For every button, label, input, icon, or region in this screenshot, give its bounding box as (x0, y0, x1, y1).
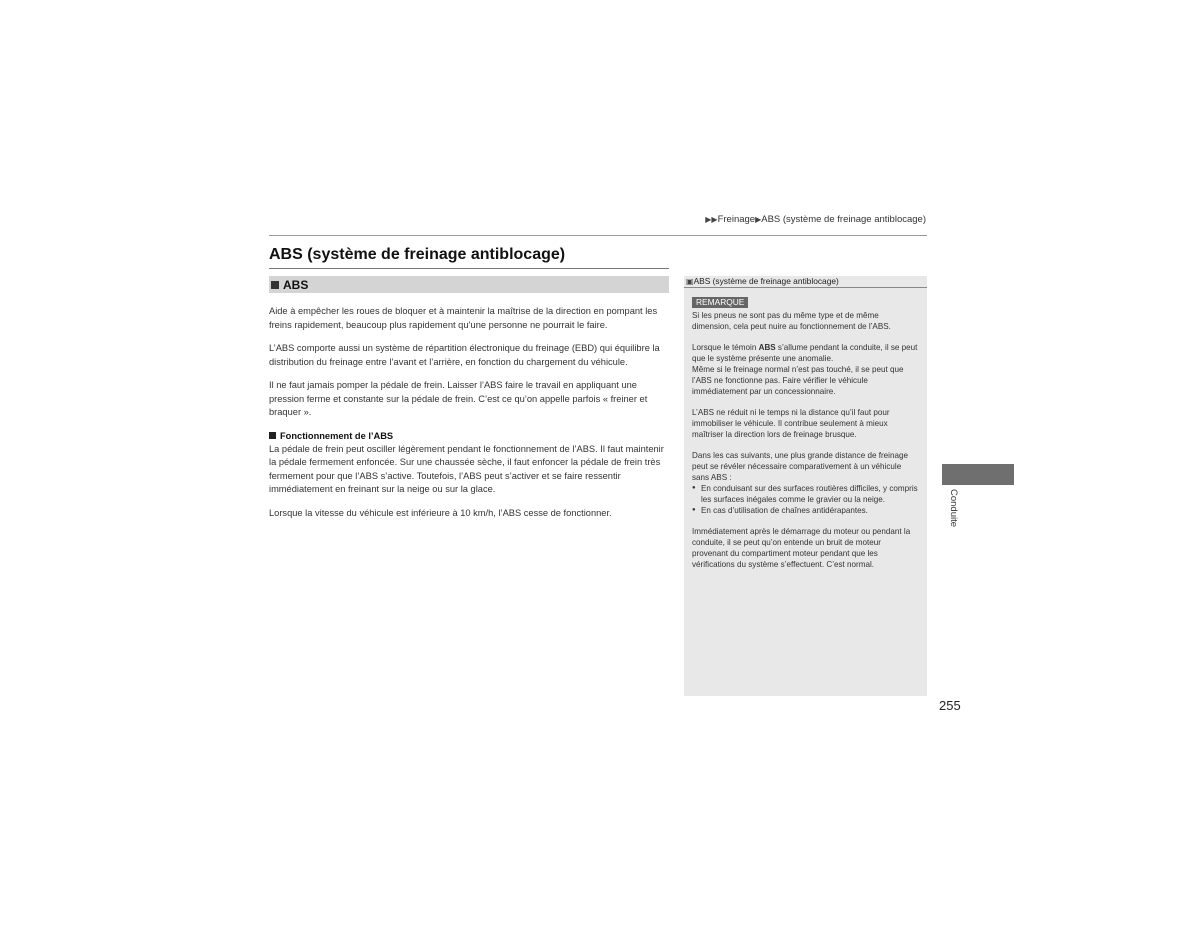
paragraph: L’ABS comporte aussi un système de répartition électronique du freinage (EBD) qui équilibre la distribution du freinage entre l’avant et l’arrière, en fonction du chargement du véhicule. (269, 343, 660, 367)
top-divider (269, 235, 927, 236)
page-title: ABS (système de freinage antiblocage) (269, 246, 566, 263)
remarque-badge: REMARQUE (692, 297, 748, 308)
side-note-body (684, 288, 927, 570)
side-note-title[interactable]: ABS (système de freinage antiblocage) (693, 276, 839, 286)
side-note-panel (684, 276, 927, 696)
square-bullet-icon (269, 432, 276, 439)
breadcrumb (705, 214, 926, 225)
paragraph: Il ne faut jamais pomper la pédale de frein. Laisser l’ABS faire le travail en appliquant une pression ferme et constante sur la pédale de frein. C’est ce qu’on appelle parfois « freiner et braquer ». (269, 380, 648, 417)
note-paragraph: Même si le freinage normal n’est pas touché, il se peut que l’ABS ne fonctionne pas. Faire vérifier le véhicule immédiatement par un concessionnaire. (692, 365, 904, 396)
page-number: 255 (939, 698, 961, 713)
note-text: s’allume pendant la conduite, il se peut que le système présente une anomalie. (692, 343, 918, 363)
square-bullet-icon (271, 281, 279, 289)
subsection-title (269, 430, 669, 443)
breadcrumb-level1[interactable]: Freinage (717, 214, 756, 225)
breadcrumb-level2[interactable]: ABS (système de freinage antiblocage) (761, 214, 926, 225)
abs-indicator-label: ABS (758, 343, 776, 352)
reference-icon: ▣ (686, 277, 694, 286)
triangle-right-icon: ▶ (755, 215, 762, 224)
chapter-tab-label: Conduite (948, 489, 959, 528)
list-item: ● En conduisant sur des surfaces routières difficiles, y compris les surfaces inégales comme le gravier ou la neige. (692, 483, 919, 505)
note-paragraph: Si les pneus ne sont pas du même type et de même dimension, cela peut nuire au fonctionnement de l’ABS. (692, 311, 891, 331)
triangle-right-icon: ▶▶ (705, 215, 718, 224)
subsection-title-text: Fonctionnement de l’ABS (280, 430, 394, 441)
title-divider (269, 268, 669, 269)
paragraph: Lorsque la vitesse du véhicule est inférieure à 10 km/h, l’ABS cesse de fonctionner. (269, 507, 612, 518)
note-paragraph (692, 342, 919, 364)
section-title: ABS (283, 277, 309, 292)
paragraph: La pédale de frein peut osciller légèrement pendant le fonctionnement de l’ABS. Il faut maintenir la pédale fermement enfoncée. Sur une chaussée sèche, il faut enfoncer la pédale de frein très fermement pour que l’ABS s’active. Toutefois, l’ABS peut s’activer et se faire ressentir immédiatement en freinant sur la neige ou sur la glace. (269, 443, 664, 494)
list-item: ● En cas d’utilisation de chaînes antidérapantes. (692, 505, 919, 516)
paragraph: Aide à empêcher les roues de bloquer et à maintenir la maîtrise de la direction en pompant les freins rapidement, beaucoup plus rapidement qu’une personne ne pourrait le faire. (269, 306, 658, 330)
note-text: Lorsque le témoin (692, 343, 759, 352)
main-content (269, 276, 669, 530)
chapter-tab[interactable] (942, 464, 1014, 485)
note-paragraph: Dans les cas suivants, une plus grande distance de freinage peut se révéler nécessaire comparativement à un véhicule sans ABS : (692, 451, 908, 482)
note-paragraph: Immédiatement après le démarrage du moteur ou pendant la conduite, il se peut qu’on entende un bruit de moteur provenant du compartiment moteur pendant que les vérifications du système s’effectuent. C’est normal. (692, 527, 911, 569)
note-paragraph: L’ABS ne réduit ni le temps ni la distance qu’il faut pour immobiliser le véhicule. Il contribue seulement à mieux maîtriser la direction lors de freinage brusque. (692, 408, 890, 439)
side-note-header (684, 276, 927, 288)
section-header (269, 276, 669, 293)
